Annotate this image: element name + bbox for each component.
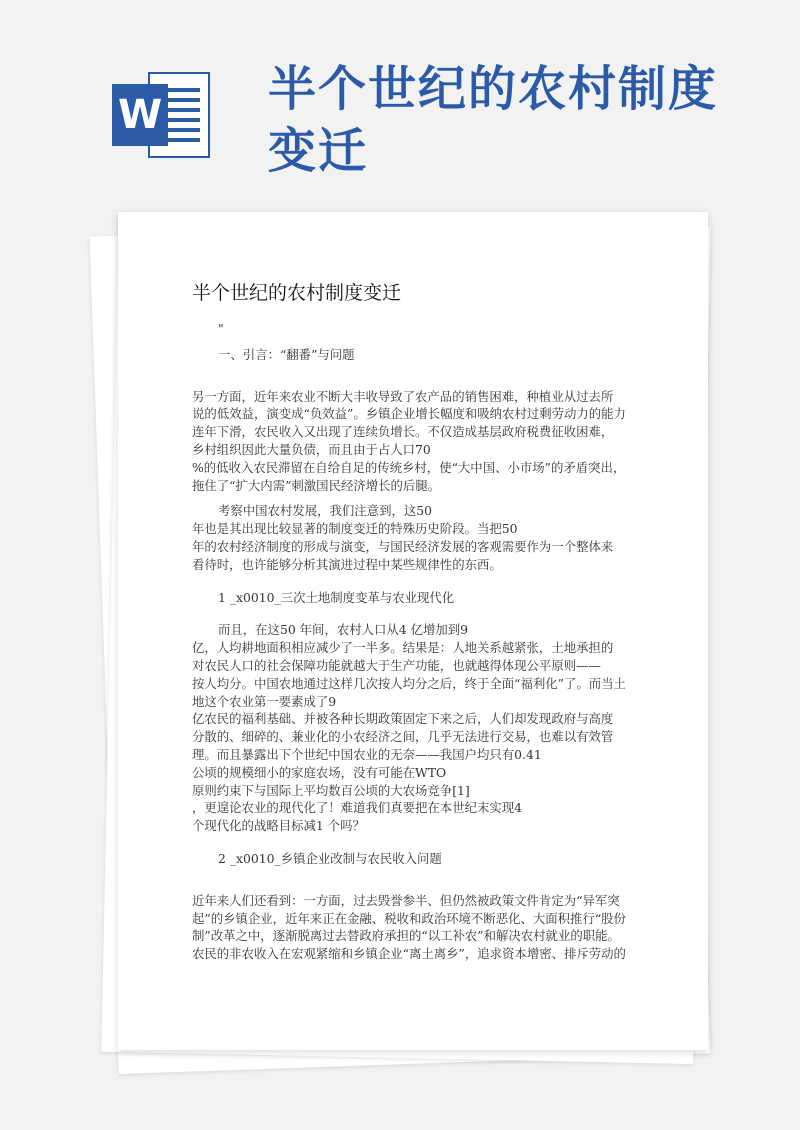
paragraph-line: 看待时，也许能够分析其演进过程中某些规律性的东西。: [192, 556, 502, 572]
quote-mark: ": [218, 321, 224, 336]
document-body: [192, 320, 642, 963]
paragraph-line: 起”的乡镇企业，近年来正在金融、税收和政治环境不断恶化、大面积推行“股份: [192, 910, 626, 926]
paragraph-line: 乡村组织因此大量负债，而且由于占人口70: [192, 441, 431, 457]
document-page: [118, 212, 708, 1050]
paragraph-line: 而且，在这50 年间，农村人口从4 亿增加到9: [218, 622, 469, 638]
paragraph-line: 原则约束下与国际上平均数百公顷的大农场竞争[1]: [192, 782, 470, 798]
section-1-heading: 1 _x0010_三次土地制度变革与农业现代化: [218, 589, 455, 605]
paragraph-3: [192, 621, 642, 835]
paragraph-line: 亿农民的福利基础、并被各种长期政策固定下来之后，人们却发现政府与高度: [192, 711, 614, 727]
paragraph-line: 个现代化的战略目标减1 个吗？: [192, 818, 365, 834]
section-2-heading: 2 _x0010_乡镇企业改制与农民收入问题: [218, 850, 442, 866]
header-banner: [0, 0, 800, 200]
paragraph-line: 制”改革之中，逐渐脱离过去替政府承担的“以工补农”和解决农村就业的职能。: [192, 928, 620, 944]
paragraph-line: ，更遑论农业的现代化了！难道我们真要把在本世纪末实现4: [192, 800, 523, 816]
word-icon: [112, 72, 212, 158]
word-icon-letter: W: [112, 84, 168, 146]
paragraph-4: [192, 892, 642, 963]
paragraph-line: 亿，人均耕地面积相应减少了一半多。结果是：人地关系越紧张，土地承担的: [192, 640, 614, 656]
paragraph-line: 地这个农业第一要素成了9: [192, 693, 337, 709]
paragraph-line: 说的低效益，演变成“负效益”。乡镇企业增长幅度和吸纳农村过剩劳动力的能力: [192, 406, 626, 422]
paragraph-line: 考察中国农村发展，我们注意到，这50: [218, 503, 433, 519]
paragraph-line: 农民的非农收入在宏观紧缩和乡镇企业“离土离乡”，追求资本增密、排斥劳动的: [192, 946, 626, 962]
paragraph-line: 分散的、细碎的、兼业化的小农经济之间，几乎无法进行交易，也难以有效管: [192, 729, 614, 745]
paragraph-1: [192, 388, 642, 495]
paragraph-line: 年也是其出现比较显著的制度变迁的特殊历史阶段。当把50: [192, 521, 518, 537]
paragraph-line: 公顷的规模细小的家庭农场，没有可能在WTO: [192, 764, 447, 780]
section-intro-heading: 一、引言：“翻番”与问题: [218, 346, 355, 362]
paragraph-line: 对农民人口的社会保障功能就越大于生产功能，也就越得体现公平原则——: [192, 657, 601, 673]
document-title: 半个世纪的农村制度变迁: [192, 282, 402, 304]
banner-title: 半个世纪的农村制度变迁: [268, 61, 719, 179]
paragraph-line: 理。而且暴露出下个世纪中国农业的无奈——我国户均只有0.41: [192, 746, 542, 762]
paragraph-line: 另一方面，近年来农业不断大丰收导致了农产品的销售困难，种植业从过去所: [192, 388, 614, 404]
paragraph-line: 连年下滑，农民收入又出现了连续负增长。不仅造成基层政府税费征收困难，: [192, 424, 614, 440]
paragraph-line: 近年来人们还看到：一方面，过去毁誉参半、但仍然被政策文件肯定为“异军突: [192, 892, 620, 908]
paragraph-2: [192, 502, 642, 573]
paragraph-line: %的低收入农民滞留在自给自足的传统乡村，使“大中国、小市场”的矛盾突出，: [192, 459, 626, 475]
paragraph-line: 拖住了“扩大内需”刺激国民经济增长的后腿。: [192, 477, 441, 493]
paragraph-line: 按人均分。中国农地通过这样几次按人均分之后，终于全面“福利化”了。而当土: [192, 675, 626, 691]
paragraph-line: 年的农村经济制度的形成与演变，与国民经济发展的客观需要作为一个整体来: [192, 538, 614, 554]
